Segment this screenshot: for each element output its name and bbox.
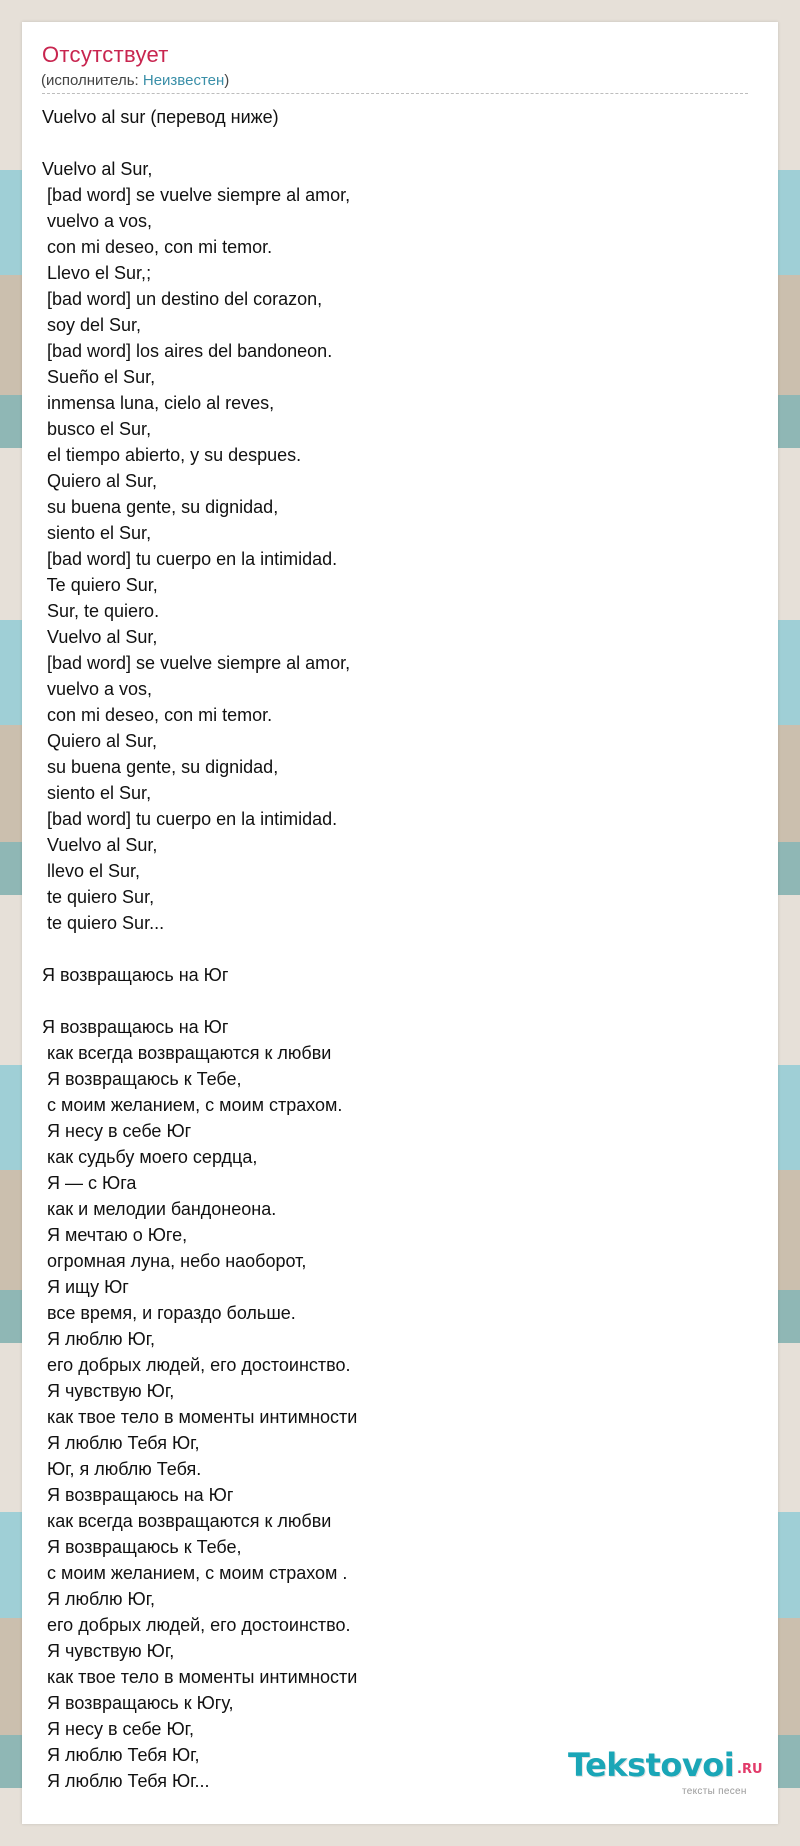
lyric-line: Vuelvo al Sur, <box>42 627 158 647</box>
lyric-line <box>42 936 742 962</box>
lyric-line: Я чувствую Юг, <box>42 1381 175 1401</box>
lyric-line: te quiero Sur, <box>42 887 155 907</box>
lyric-line: llevo el Sur, <box>42 861 141 881</box>
lyric-line: [bad word] se vuelve siempre al amor, <box>42 185 351 205</box>
lyric-line: Vuelvo al Sur, <box>42 159 153 179</box>
lyric-line: Я люблю Юг, <box>42 1329 156 1349</box>
lyric-line: [bad word] los aires del bandoneon. <box>42 341 333 361</box>
lyric-line: Я несу в себе Юг, <box>42 1719 194 1739</box>
lyric-line: inmensa luna, cielo al reves, <box>42 393 275 413</box>
lyric-line: con mi deseo, con mi temor. <box>42 705 273 725</box>
lyric-line: Te quiero Sur, <box>42 575 158 595</box>
lyric-line: как всегда возвращаются к любви <box>42 1043 332 1063</box>
lyric-line: su buena gente, su dignidad, <box>42 757 279 777</box>
lyric-line: как твое тело в моменты интимности <box>42 1407 358 1427</box>
lyric-line: el tiempo abierto, y su despues. <box>42 445 302 465</box>
lyric-line: как и мелодии бандонеона. <box>42 1199 277 1219</box>
lyric-line: Llevo el Sur,; <box>42 263 152 283</box>
lyric-line: как всегда возвращаются к любви <box>42 1511 332 1531</box>
lyric-line: Я люблю Тебя Юг... <box>42 1771 210 1791</box>
lyric-line: Vuelvo al Sur, <box>42 835 158 855</box>
lyric-line: siento el Sur, <box>42 783 152 803</box>
lyrics-text <box>42 104 742 1794</box>
lyric-line: Я люблю Тебя Юг, <box>42 1745 200 1765</box>
artist-prefix: (исполнитель: <box>41 72 143 89</box>
lyric-line: [bad word] se vuelve siempre al amor, <box>42 653 351 673</box>
lyric-line: все время, и гораздо больше. <box>42 1303 296 1323</box>
lyric-line: [bad word] tu cuerpo en la intimidad. <box>42 549 338 569</box>
lyric-line: Я возвращаюсь к Тебе, <box>42 1537 242 1557</box>
lyric-line: с моим желанием, с моим страхом . <box>42 1563 348 1583</box>
lyric-line <box>42 988 742 1014</box>
lyric-line: te quiero Sur... <box>42 913 165 933</box>
lyric-line: [bad word] tu cuerpo en la intimidad. <box>42 809 338 829</box>
logo-name: Tekstovoi <box>568 1746 735 1784</box>
lyric-line: su buena gente, su dignidad, <box>42 497 279 517</box>
lyric-line: Quiero al Sur, <box>42 471 158 491</box>
lyric-line: Я люблю Тебя Юг, <box>42 1433 200 1453</box>
lyric-line <box>42 130 742 156</box>
lyric-line: его добрых людей, его достоинство. <box>42 1615 351 1635</box>
lyric-line: как судьбу моего сердца, <box>42 1147 258 1167</box>
lyric-line: Я мечтаю о Юге, <box>42 1225 188 1245</box>
lyric-line: con mi deseo, con mi temor. <box>42 237 273 257</box>
lyric-line: busco el Sur, <box>42 419 152 439</box>
lyric-line: siento el Sur, <box>42 523 152 543</box>
lyrics-card <box>22 22 778 1824</box>
lyric-line: vuelvo a vos, <box>42 211 153 231</box>
title-divider <box>42 93 748 94</box>
lyric-line: Sur, te quiero. <box>42 601 160 621</box>
lyric-line: [bad word] un destino del corazon, <box>42 289 323 309</box>
lyric-line: с моим желанием, с моим страхом. <box>42 1095 343 1115</box>
lyric-line: Я возвращаюсь к Тебе, <box>42 1069 242 1089</box>
lyric-line: Я — с Юга <box>42 1173 137 1193</box>
lyric-line: Я возвращаюсь на Юг <box>42 965 229 985</box>
lyric-line: Я несу в себе Юг <box>42 1121 192 1141</box>
lyric-line: Vuelvo al sur (перевод ниже) <box>42 107 279 127</box>
lyric-line: огромная луна, небо наоборот, <box>42 1251 307 1271</box>
site-logo[interactable] <box>568 1746 773 1796</box>
lyric-line: vuelvo a vos, <box>42 679 153 699</box>
lyric-line: Юг, я люблю Тебя. <box>42 1459 202 1479</box>
lyric-line: Я возвращаюсь на Юг <box>42 1017 229 1037</box>
lyric-line: Я люблю Юг, <box>42 1589 156 1609</box>
lyric-line: Sueño el Sur, <box>42 367 156 387</box>
lyric-line: его добрых людей, его достоинство. <box>42 1355 351 1375</box>
lyric-line: Я ищу Юг <box>42 1277 129 1297</box>
logo-tagline: тексты песен <box>682 1786 747 1797</box>
artist-suffix: ) <box>224 72 230 89</box>
song-title: Отсутствует <box>42 42 169 67</box>
lyric-line: Я чувствую Юг, <box>42 1641 175 1661</box>
logo-tld: .RU <box>737 1762 763 1777</box>
lyric-line: Quiero al Sur, <box>42 731 158 751</box>
lyric-line: Я возвращаюсь к Югу, <box>42 1693 234 1713</box>
lyric-line: как твое тело в моменты интимности <box>42 1667 358 1687</box>
lyric-line: soy del Sur, <box>42 315 142 335</box>
artist-link[interactable]: Неизвестен <box>142 72 225 89</box>
artist-line <box>41 72 229 89</box>
lyric-line: Я возвращаюсь на Юг <box>42 1485 234 1505</box>
